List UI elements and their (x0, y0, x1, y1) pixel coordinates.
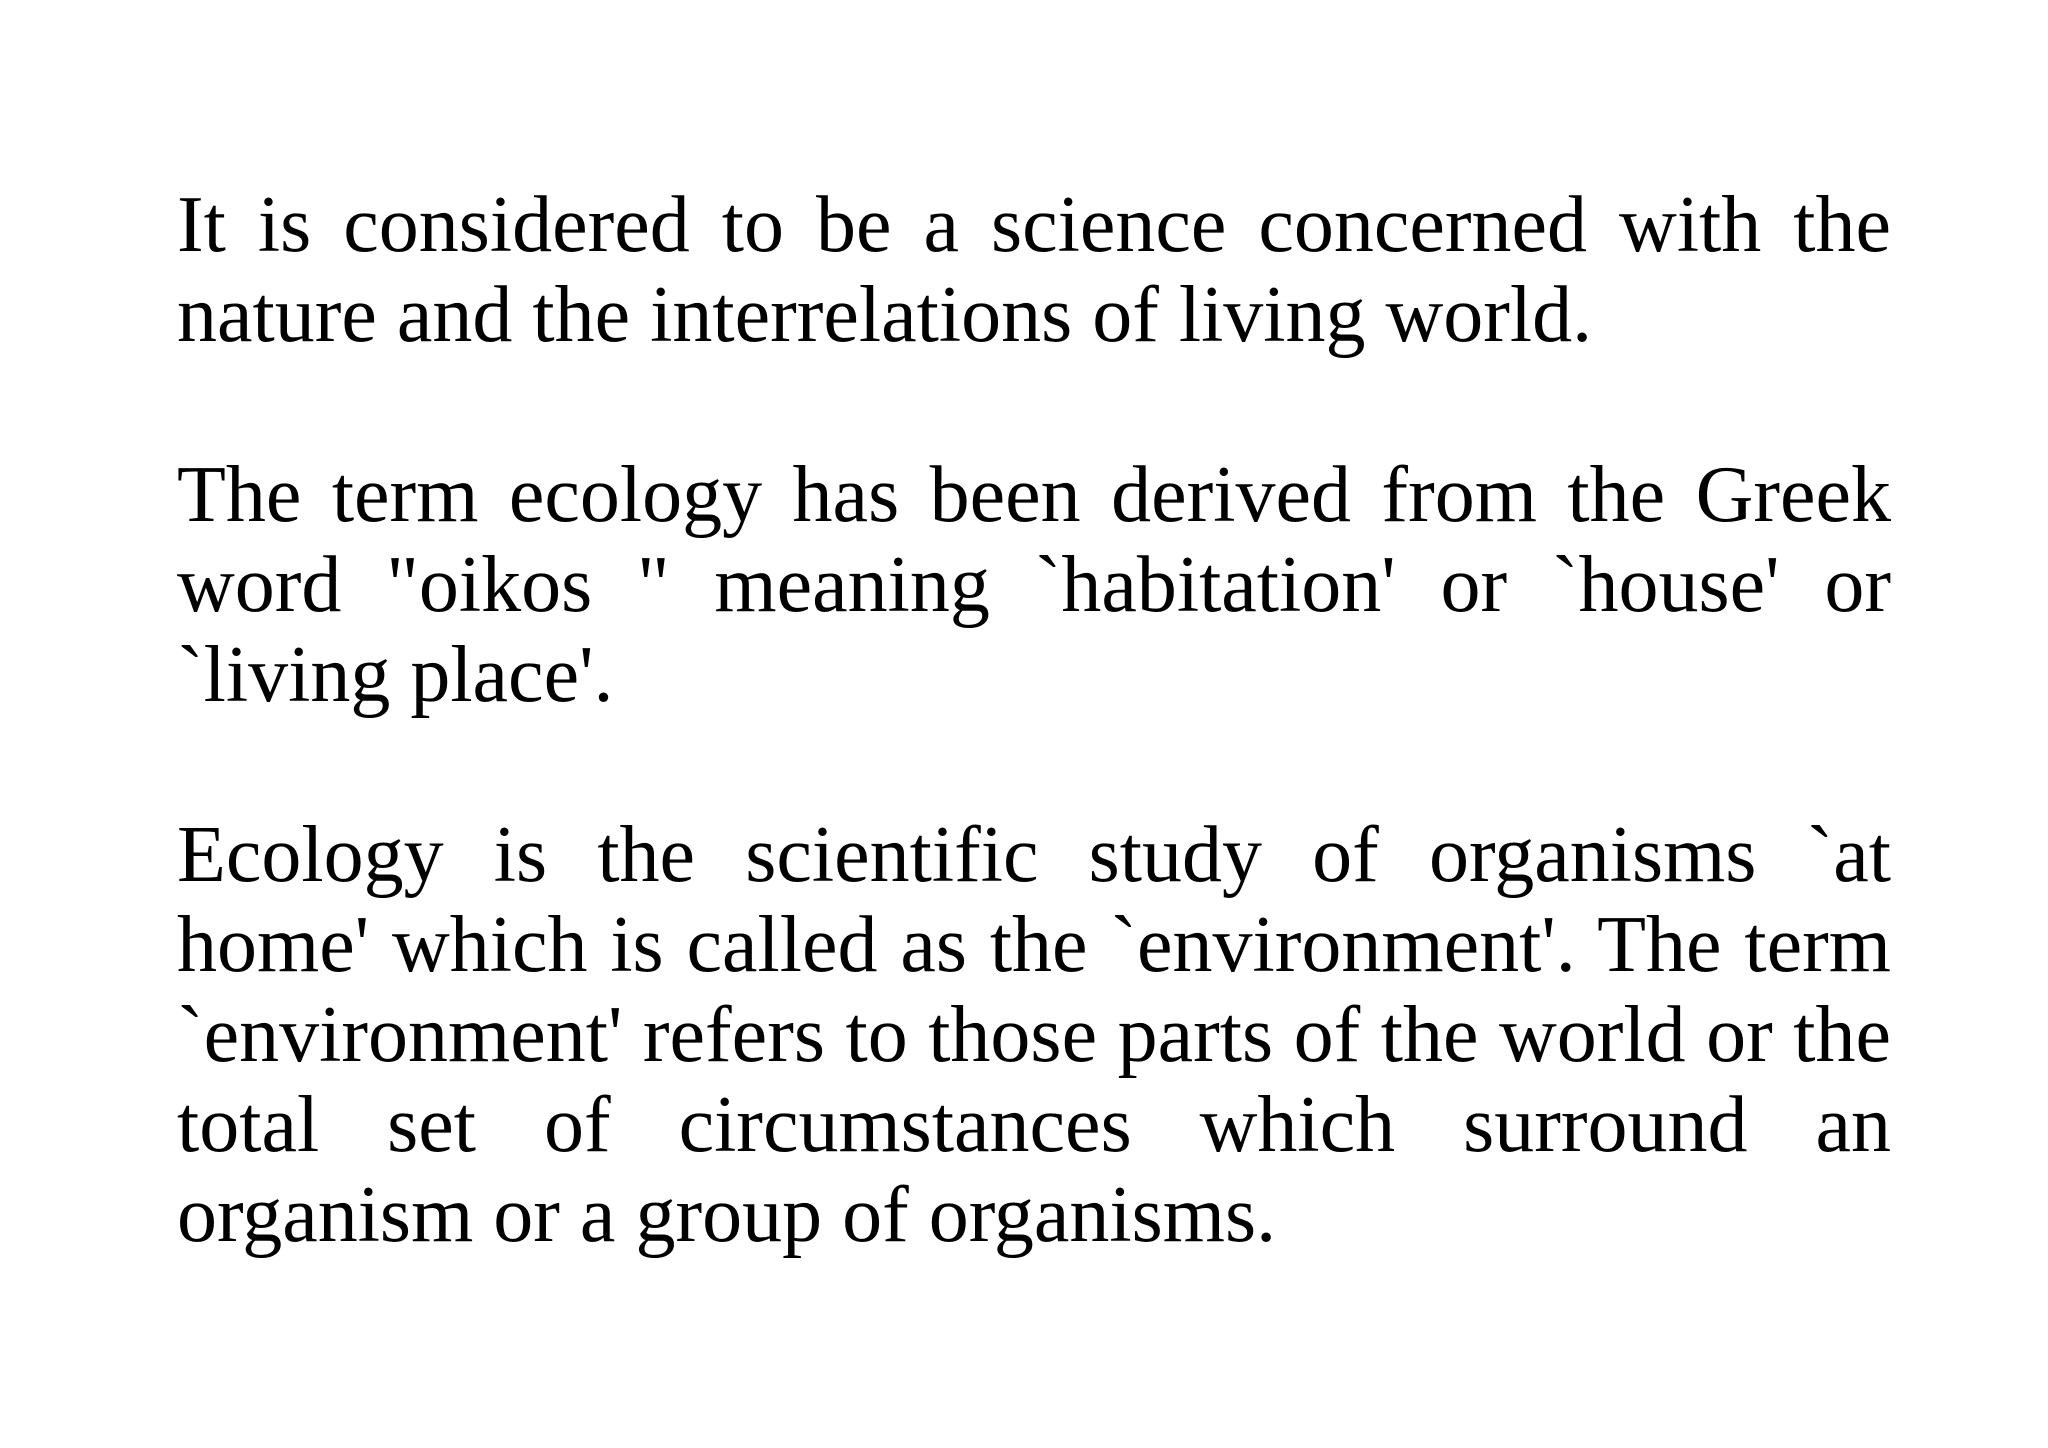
paragraph-environment-definition: Ecology is the scientific study of organisms `at home' which is called as the `environment'. The term `environment' refers to those parts of the world or the total set of circumstances which surround an organism or a group of organisms. (177, 811, 1891, 1259)
body-text (177, 180, 1891, 1260)
paragraph-term-origin: The term ecology has been derived from the Greek word "oikos " meaning `habitation' or `house' or `living place'. (177, 451, 1891, 719)
paragraph-science-definition: It is considered to be a science concerned with the nature and the interrelations of living world. (177, 181, 1891, 359)
